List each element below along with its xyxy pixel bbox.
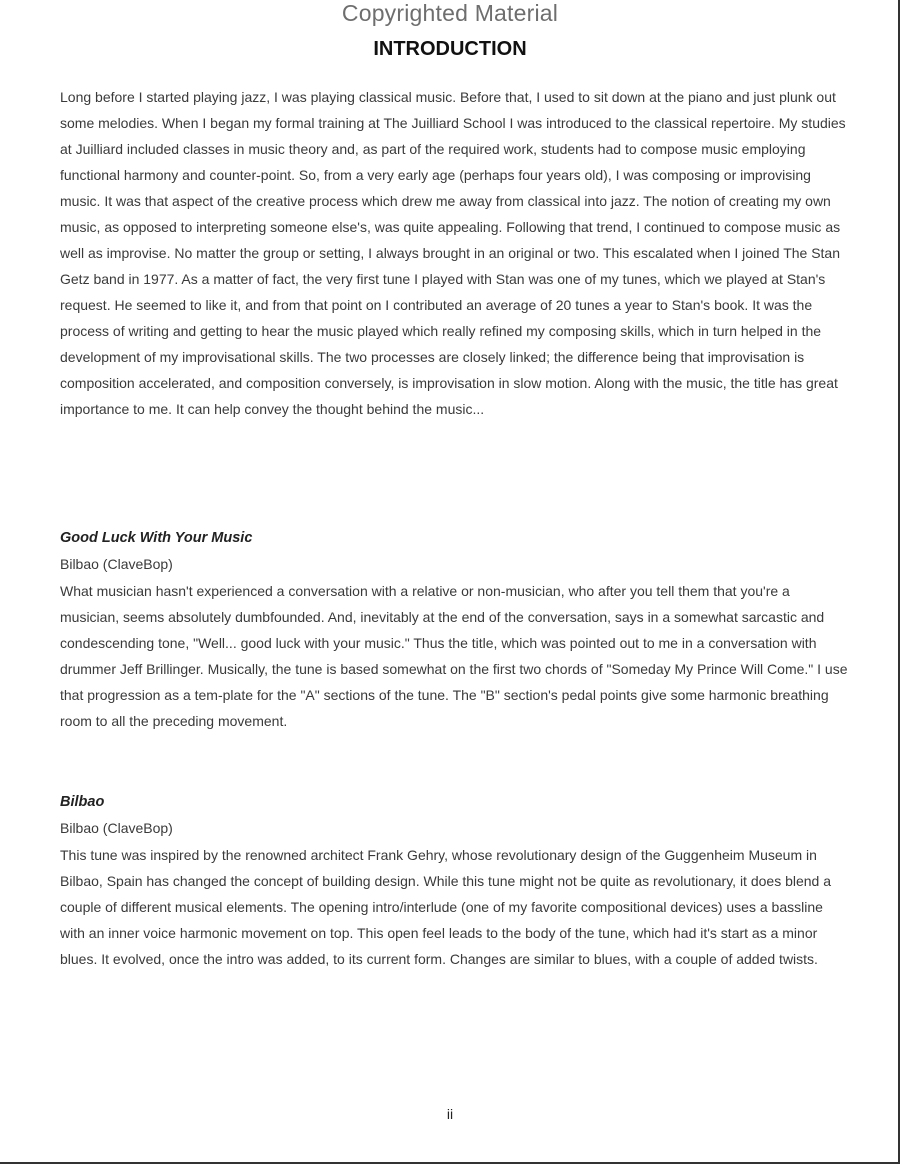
section-heading-good-luck: Good Luck With Your Music (60, 530, 253, 546)
section-subtitle-bilbao: Bilbao (ClaveBop) (60, 820, 173, 836)
section-subtitle-good-luck: Bilbao (ClaveBop) (60, 556, 173, 572)
section-body-good-luck: What musician hasn't experienced a conversation with a relative or non-musician, who after you tell them that you're a musician, seems absolutely dumbfounded. And, inevitably at the end of the conversation, says in a somewhat sarcastic and condescending tone, "Well... good luck with your music." Thus the title, which was pointed out to me in a conversation with drummer Jeff Brillinger. Musically, the tune is based somewhat on the first two chords of "Someday My Prince Will Come." I use that progression as a tem-plate for the "A" sections of the tune. The "B" section's pedal points give some harmonic breathing room to all the preceding movement. (60, 583, 848, 729)
page-number: ii (446, 1106, 454, 1122)
intro-paragraph: Long before I started playing jazz, I was playing classical music. Before that, I used to sit down at the piano and just plunk out some melodies. When I began my formal training at The Juilliard School I was introduced to the classical repertoire. My studies at Juilliard included classes in music theory and, as part of the required work, students had to compose music employing functional harmony and counter-point. So, from a very early age (perhaps four years old), I was composing or improvising music. It was that aspect of the creative process which drew me away from classical into jazz. The notion of creating my own music, as opposed to interpreting someone else's, was quite appealing. Following that trend, I continued to compose music as well as improvise. No matter the group or setting, I always brought in an original or two. This escalated when I joined The Stan Getz band in 1977. As a matter of fact, the very first tune I played with Stan was one of my tunes, which we played at Stan's request. He seemed to like it, and from that point on I contributed an average of 20 tunes a year to Stan's book. It was the process of writing and getting to hear the music played which really refined my composing skills, which in turn helped in the development of my improvisational skills. The two processes are closely linked; the difference being that improvisation is composition accelerated, and composition conversely, is improvisation in slow motion. Along with the music, the title has great importance to me. It can help convey the thought behind the music... (60, 89, 846, 417)
section-heading-bilbao: Bilbao (60, 794, 105, 810)
copyright-watermark: Copyrighted Material (341, 0, 559, 26)
page-title: INTRODUCTION (373, 38, 527, 60)
section-body-bilbao: This tune was inspired by the renowned architect Frank Gehry, whose revolutionary design of the Guggenheim Museum in Bilbao, Spain has changed the concept of building design. While this tune might not be quite as revolutionary, it does blend a couple of different musical elements. The opening intro/interlude (one of my favorite compositional devices) uses a bassline with an inner voice harmonic movement on top. This open feel leads to the body of the tune, which had it's start as a minor blues. It evolved, once the intro was added, to its current form. Changes are similar to blues, with a couple of added twists. (60, 847, 832, 967)
